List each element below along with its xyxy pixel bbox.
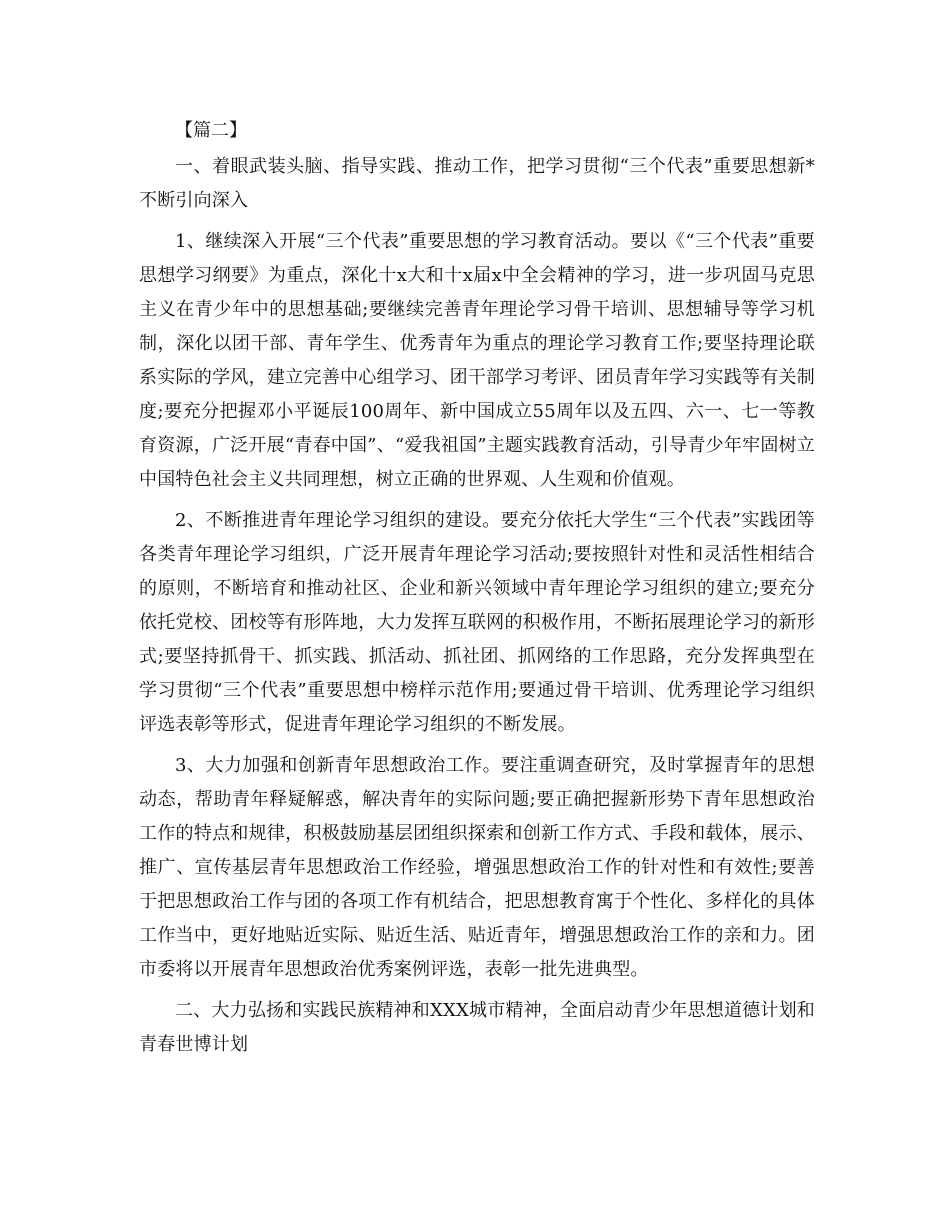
- paragraph-item-three: 3、大力加强和创新青年思想政治工作。要注重调查研究，及时掌握青年的思想动态，帮助青年释疑解惑，解决青年的实际问题;要正确把握新形势下青年思想政治工作的特点和规律，积极鼓励基层团组织探索和创新工作方式、手段和载体，展示、推广、宣传基层青年思想政治工作经验，增强思想政治工作的针对性和有效性;要善于把思想政治工作与团的各项工作有机结合，把思想教育寓于个性化、多样化的具体工作当中，更好地贴近实际、贴近生活、贴近青年，增强思想政治工作的亲和力。团市委将以开展青年思想政治优秀案例评选，表彰一批先进典型。: [139, 755, 815, 980]
- paragraph-heading-one: 一、着眼武装头脑、指导实践、推动工作，把学习贯彻“三个代表”重要思想新*不断引向深入: [139, 156, 815, 211]
- document-body: [139, 115, 815, 1069]
- paragraph-item-two: 2、不断推进青年理论学习组织的建设。要充分依托大学生“三个代表”实践团等各类青年理论学习组织，广泛开展青年理论学习活动;要按照针对性和灵活性相结合的原则，不断培育和推动社区、企业和新兴领域中青年理论学习组织的建立;要充分依托党校、团校等有形阵地，大力发挥互联网的积极作用，不断拓展理论学习的新形式;要坚持抓骨干、抓实践、抓活动、抓社团、抓网络的工作思路，充分发挥典型在学习贯彻“三个代表”重要思想中榜样示范作用;要通过骨干培训、优秀理论学习组织评选表彰等形式，促进青年理论学习组织的不断发展。: [139, 510, 815, 735]
- paragraph-heading-two: 二、大力弘扬和实践民族精神和XXX城市精神，全面启动青少年思想道德计划和青春世博计划: [139, 1000, 815, 1055]
- section-title: 【篇二】: [175, 120, 247, 141]
- paragraph-item-one: 1、继续深入开展“三个代表”重要思想的学习教育活动。要以《“三个代表”重要思想学习纲要》为重点，深化十x大和十x届x中全会精神的学习，进一步巩固马克思主义在青少年中的思想基础;要继续完善青年理论学习骨干培训、思想辅导等学习机制，深化以团干部、青年学生、优秀青年为重点的理论学习教育工作;要坚持理论联系实际的学风，建立完善中心组学习、团干部学习考评、团员青年学习实践等有关制度;要充分把握邓小平诞辰100周年、新中国成立55周年以及五四、六一、七一等教育资源，广泛开展“青春中国”、“爱我祖国”主题实践教育活动，引导青少年牢固树立中国特色社会主义共同理想，树立正确的世界观、人生观和价值观。: [139, 231, 815, 490]
